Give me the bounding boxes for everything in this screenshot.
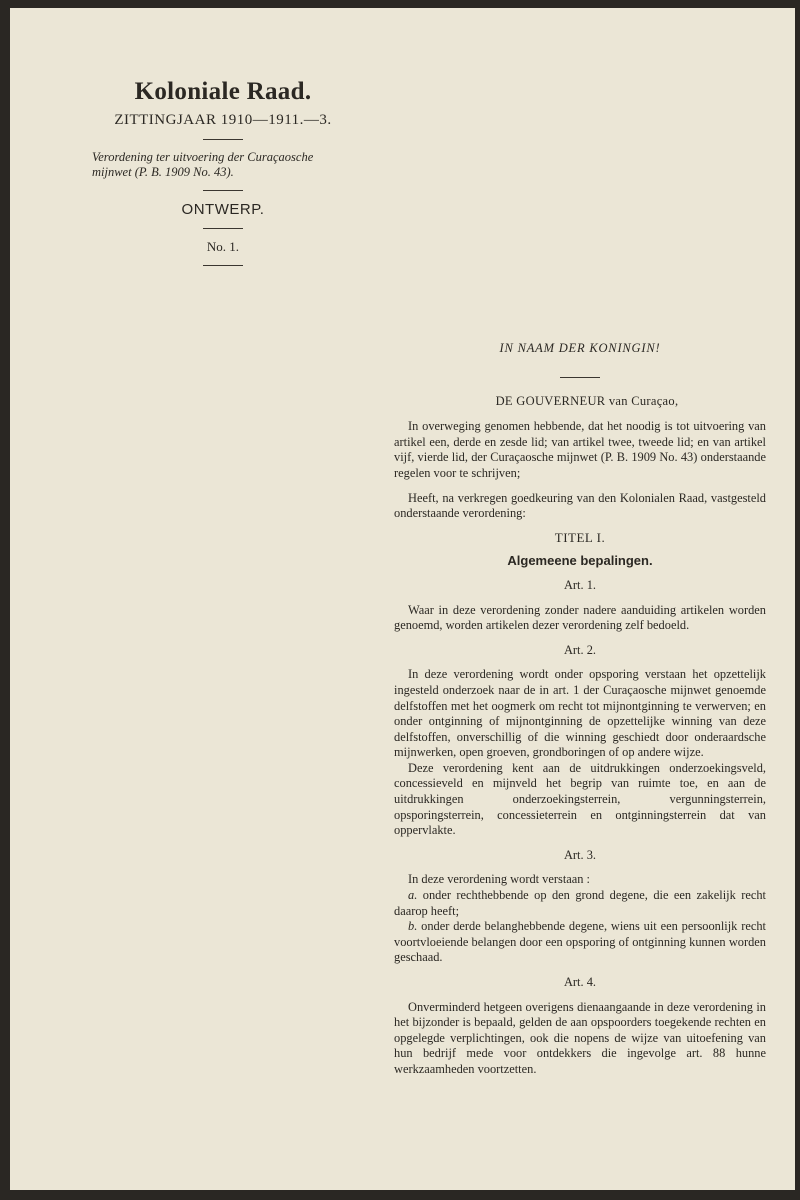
- divider: [203, 139, 243, 140]
- governor-line: DE GOUVERNEUR van Curaçao,: [495, 393, 679, 408]
- divider: [203, 265, 243, 266]
- document-page: [10, 8, 795, 1190]
- divider: [560, 377, 600, 378]
- article-1-label: Art. 1.: [563, 577, 596, 592]
- title-heading: TITEL I.: [554, 529, 606, 545]
- article-3-intro: In deze verordening wordt verstaan :: [408, 872, 590, 887]
- document-number: No. 1.: [206, 239, 240, 254]
- council-title: Koloniale Raad.: [134, 78, 312, 105]
- item-label: a.: [408, 888, 418, 903]
- header-block: [88, 78, 358, 276]
- article-3-item-a: [394, 888, 766, 919]
- subject-line-1: Verordening ter uitvoering der Curaçaosche: [92, 150, 314, 164]
- subject-line-2: mijnwet (P. B. 1909 No. 43).: [92, 165, 234, 179]
- preamble: In overweging genomen hebbende, dat het noodig is tot uitvoering van artikel een, derde en zesde lid; van artikel twee, tweede lid; en van artikel vijf, vierde lid, der Curaçaosche mijnwet (P. B. 1909 No. 43) onderstaande regelen voor te schrijven;: [394, 419, 766, 480]
- invocation: IN NAAM DER KONINGIN!: [499, 341, 661, 355]
- article-3-label: Art. 3.: [563, 847, 596, 862]
- divider: [203, 228, 243, 229]
- session-year: ZITTINGJAAR 1910—1911.—3.: [114, 112, 332, 128]
- divider: [203, 190, 243, 191]
- article-2-text-2: Deze verordening kent aan de uitdrukkingen onderzoekingsveld, concessieveld en mijnveld het begrip van ruimte toe, en aan de uitdrukkingen onderzoekingsterrein, vergunningsterrein, opsporingsterrein, concessieterrein en ontginningsterrein dat van oppervlakte.: [394, 760, 766, 838]
- ordinance-subject: [88, 150, 358, 180]
- article-4-text: Onverminderd hetgeen overigens dienaangaande in deze verordening in het bijzonder is bepaald, gelden de aan opspoorders toegekende rechten en opgelegde verplichtingen, ook die nopens de wijze van uitoefening van hun bedrijf mede voor ontdekkers die ingevolge art. 88 hunne werkzaamheden voortzetten.: [394, 999, 766, 1076]
- title-subject: Algemeene bepalingen.: [507, 553, 653, 569]
- draft-label: ONTWERP.: [181, 201, 265, 218]
- item-text: onder rechthebbende op den grond degene, die een zakelijk recht daarop heeft;: [394, 888, 766, 918]
- ordinance-text: [394, 341, 766, 1078]
- item-text: onder derde belanghebbende degene, wiens uit een persoonlijk recht voortvloeiende belangen door een opsporing of ontginning kunnen worden geschaad.: [394, 919, 766, 965]
- enactment-clause: Heeft, na verkregen goedkeuring van den Kolonialen Raad, vastgesteld onderstaande verordening:: [394, 490, 766, 521]
- article-1-text: Waar in deze verordening zonder nadere aanduiding artikelen worden genoemd, worden artikelen dezer verordening zelf bedoeld.: [394, 602, 766, 633]
- article-3-item-b: [394, 919, 766, 966]
- article-2-label: Art. 2.: [563, 642, 596, 657]
- article-2-text-1: In deze verordening wordt onder opsporing verstaan het opzettelijk ingesteld onderzoek naar de in art. 1 der Curaçaosche mijnwet genoemde delfstoffen met het oogmerk om recht tot mijnontginning te verwerven; en onder ontginning of mijnontginning de opzettelijke winning van deze delfstoffen, onverschillig of die winning geschiedt door onderaardsche mijnwerken, open groeven, grondboringen of op andere wijze.: [394, 667, 766, 760]
- item-label: b.: [408, 919, 418, 934]
- article-4-label: Art. 4.: [563, 975, 596, 989]
